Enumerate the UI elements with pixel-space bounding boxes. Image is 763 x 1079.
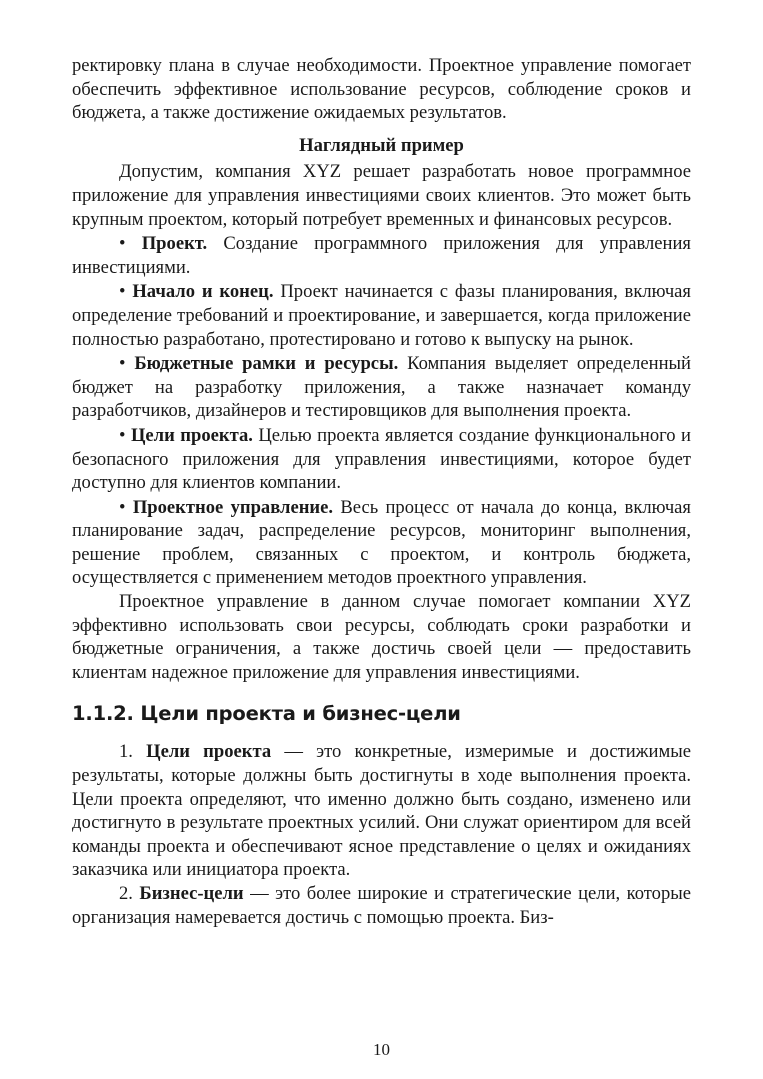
item-number: 1. (119, 741, 133, 763)
bullet-text: Целью проекта является создание функционального и безопасного приложения для управления инвестициями, которое будет доступно для клиентов компании. (72, 424, 691, 494)
bullet-marker: • (119, 424, 131, 446)
bullet-management (72, 496, 691, 590)
example-heading: Наглядный пример (299, 134, 464, 156)
item-term: Бизнес-цели (139, 883, 244, 904)
bullet-text: Проект начинается с фазы планирования, включая определение требований и проектирование, и завершается, когда приложение полностью разработано, протестировано и готово к выпуску на рынок. (72, 281, 691, 350)
bullet-term: Проектное управление. (132, 496, 334, 518)
bullet-start-end (72, 280, 691, 351)
bullet-budget (72, 352, 691, 423)
numbered-item-project-goals (72, 740, 691, 882)
bullet-term: Начало и конец. (132, 281, 274, 303)
bullet-marker: • (119, 281, 133, 303)
bullet-text: Компания выделяет определенный бюджет на разработку приложения, а также назначает команду разработчиков, дизайнеров и тестировщиков для выполнения проекта. (72, 353, 691, 422)
numbered-item-business-goals (72, 882, 691, 929)
section-heading: 1.1.2. Цели проекта и бизнес-цели (72, 702, 461, 726)
bullet-goals (72, 424, 691, 495)
bullet-marker: • (119, 496, 133, 518)
item-text: — это более широкие и стратегические цели, которые организация намеревается достичь с помощью проекта. Биз- (72, 883, 691, 928)
bullet-term: Бюджетные рамки и ресурсы. (134, 353, 399, 375)
item-term: Цели проекта (146, 741, 272, 763)
page-number: 10 (373, 1040, 390, 1059)
bullet-marker: • (119, 233, 142, 255)
bullet-term: Проект. (141, 233, 208, 255)
example-conclusion: Проектное управление в данном случае помогает компании XYZ эффективно использовать свои ресурсы, соблюдать сроки разработки и бюджетные ограничения, а также достичь своей цели — предоставить клиентам надежное приложение для управления инвестициями. (72, 591, 691, 683)
item-number: 2. (119, 883, 133, 904)
item-text: — это конкретные, измеримые и достижимые результаты, которые должны быть достигнуты в ходе выполнения проекта. Цели проекта определяют, что именно должно быть создано, изменено или достигнуто в результате проектных усилий. Они служат ориентиром для всей команды проекта и обеспечивают ясное представление о целях и ожиданиях заказчика или инициатора проекта. (72, 741, 691, 881)
bullet-term: Цели проекта. (130, 424, 253, 446)
intro-paragraph: ректировку плана в случае необходимости. Проектное управление помогает обеспечить эффективное использование ресурсов, соблюдение сроков и бюджета, а также достижение ожидаемых результатов. (72, 55, 691, 124)
bullet-text: Весь процесс от начала до конца, включая планирование задач, распределение ресурсов, мониторинг выполнения, решение проблем, связанных с проектом, и контроль бюджета, осуществляется с применением методов проектного управления. (72, 496, 691, 589)
bullet-text: Создание программного приложения для управления инвестициями. (72, 233, 691, 278)
example-intro: Допустим, компания XYZ решает разработать новое программное приложение для управления инвестициями своих клиентов. Это может быть крупным проектом, который потребует временных и финансовых ресурсов. (72, 161, 691, 230)
bullet-project (72, 232, 691, 279)
bullet-marker: • (119, 353, 135, 375)
